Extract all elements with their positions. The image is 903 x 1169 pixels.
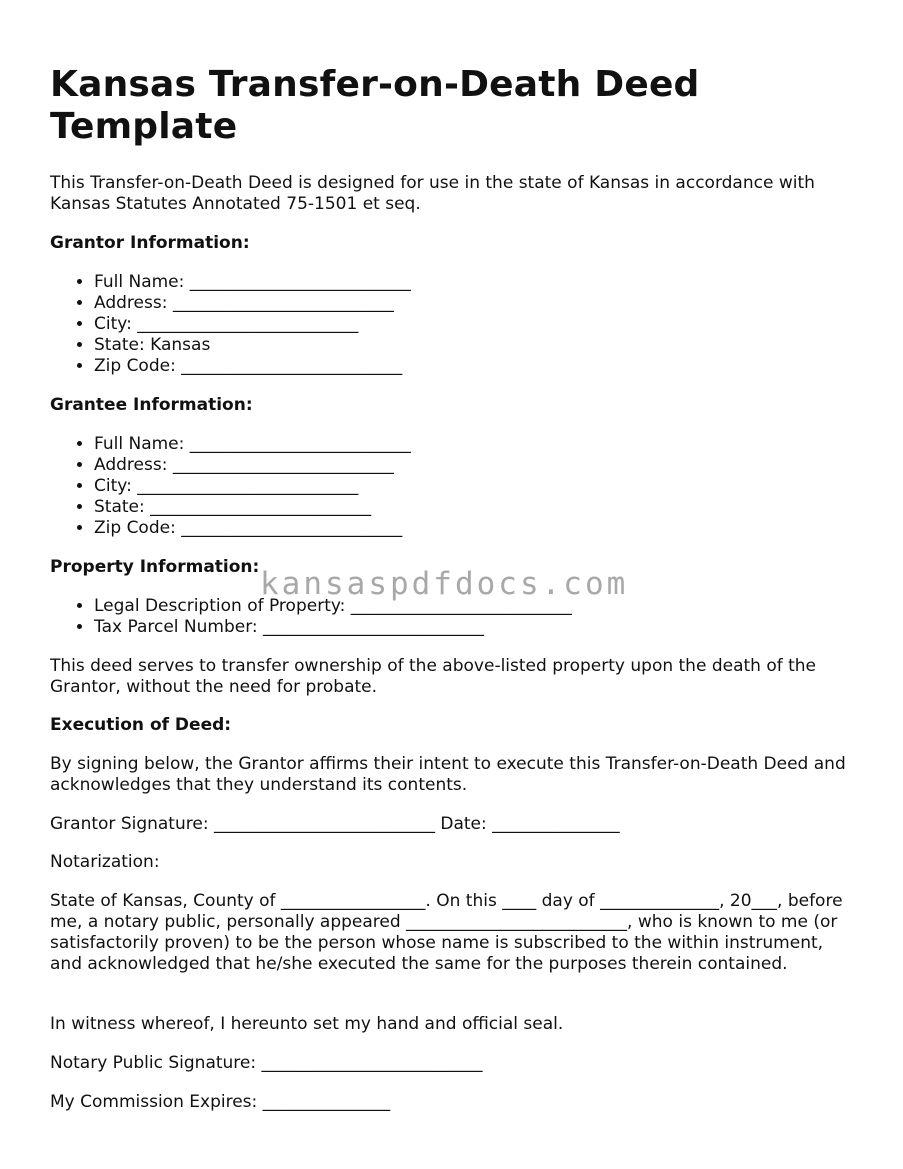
grantee-zip: • Zip Code: __________________________ xyxy=(94,518,411,539)
document-title: Kansas Transfer-on-Death Deed Template xyxy=(50,64,700,147)
notary-signature-line: Notary Public Signature: __________________________ xyxy=(50,1053,483,1073)
notarization-paragraph: State of Kansas, County of _________________. On this ____ day of ______________, 20___, before me, a notary public, personally appeared __________________________, who is known to me (or satisfactorily proven) to be the person whose name is subscribed to the within instrument, and acknowledged that he/she executed the same for the purposes therein contained. xyxy=(50,891,843,974)
grantee-heading: Grantee Information: xyxy=(50,395,253,415)
property-list xyxy=(50,596,572,638)
grantor-state: • State: Kansas xyxy=(94,335,411,356)
grantor-city: • City: __________________________ xyxy=(94,314,411,335)
grantor-signature-line: Grantor Signature: __________________________ Date: _______________ xyxy=(50,814,620,834)
grantor-full-name: • Full Name: __________________________ xyxy=(94,272,411,293)
grantee-state: • State: __________________________ xyxy=(94,497,411,518)
intro-paragraph: This Transfer-on-Death Deed is designed for use in the state of Kansas in accordance with Kansas Statutes Annotated 75-1501 et seq. xyxy=(50,173,815,214)
grantor-address: • Address: __________________________ xyxy=(94,293,411,314)
commission-expires-line: My Commission Expires: _______________ xyxy=(50,1092,391,1112)
notarization-label: Notarization: xyxy=(50,852,160,872)
execution-paragraph: By signing below, the Grantor affirms their intent to execute this Transfer-on-Death Deed and acknowledges that they understand its contents. xyxy=(50,754,846,795)
execution-heading: Execution of Deed: xyxy=(50,715,232,735)
grantee-city: • City: __________________________ xyxy=(94,476,411,497)
grantor-list xyxy=(50,272,411,377)
property-heading: Property Information: xyxy=(50,557,260,577)
grantor-zip: • Zip Code: __________________________ xyxy=(94,356,411,377)
watermark-text: kansaspdfdocs.com xyxy=(260,566,629,602)
grantee-full-name: • Full Name: __________________________ xyxy=(94,434,411,455)
transfer-paragraph: This deed serves to transfer ownership of the above-listed property upon the death of the Grantor, without the need for probate. xyxy=(50,656,817,697)
grantor-heading: Grantor Information: xyxy=(50,233,250,253)
grantee-list xyxy=(50,434,411,539)
property-tax-parcel: • Tax Parcel Number: __________________________ xyxy=(94,617,572,638)
property-legal-description: • Legal Description of Property: __________________________ xyxy=(94,596,572,617)
grantee-address: • Address: __________________________ xyxy=(94,455,411,476)
witness-statement: In witness whereof, I hereunto set my hand and official seal. xyxy=(50,1014,564,1034)
